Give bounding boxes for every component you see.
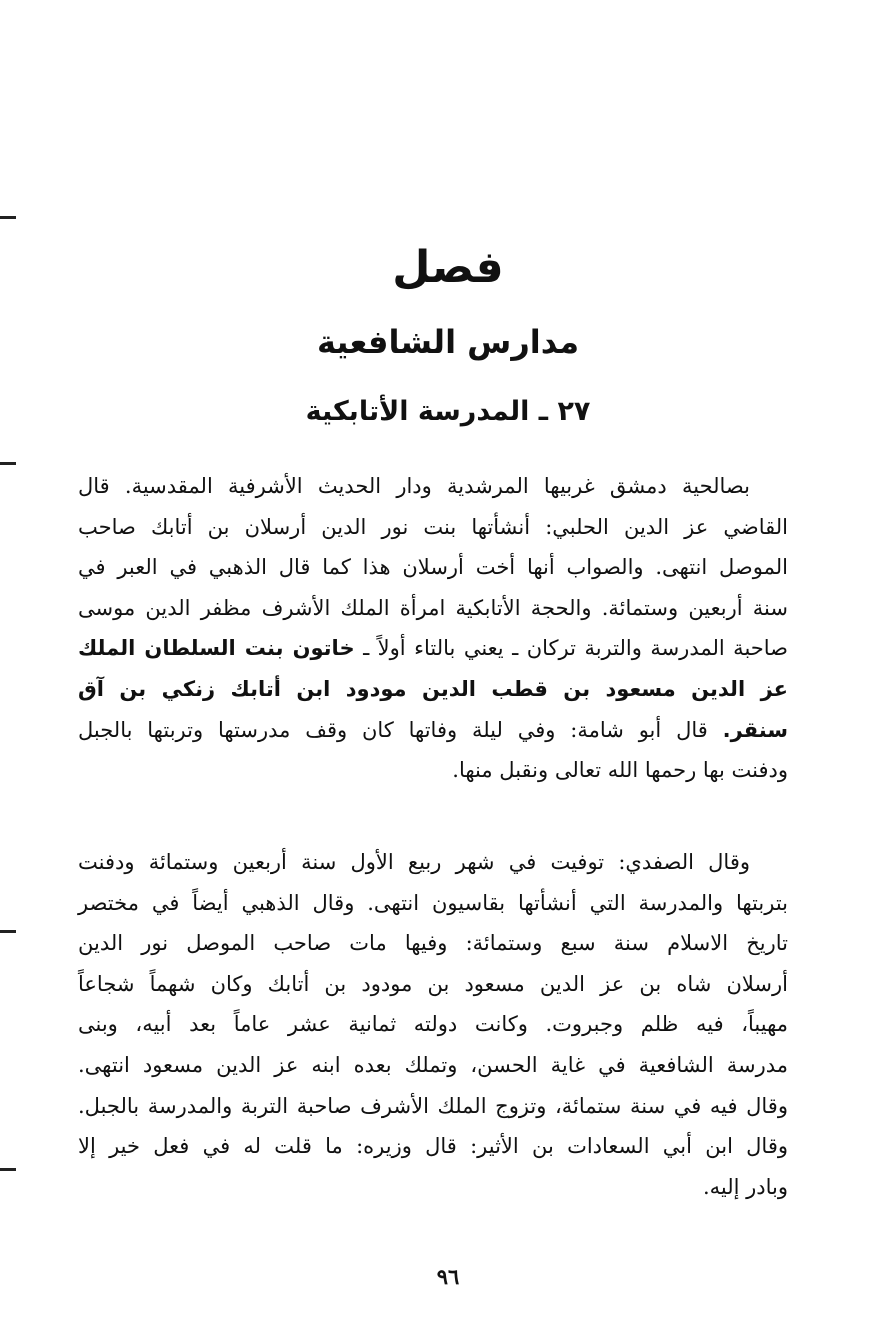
text-line: تاريخ الاسلام سنة سبع وستمائة: وفيها مات صاحب الموصل نور الدين xyxy=(78,931,788,956)
paragraph-2 xyxy=(78,842,788,1207)
text-line: القاضي عز الدين الحلبي: أنشأتها بنت نور الدين أرسلان بن أتابك صاحب xyxy=(78,514,788,539)
paragraph-1 xyxy=(78,466,788,791)
text-line: وبادر إليه. xyxy=(702,1174,788,1199)
school-heading: ٢٧ ـ المدرسة الأتابكية xyxy=(305,396,591,427)
text-line: مهيباً، فيه ظلم وجبروت. وكانت دولته ثمانية عشر عاماً بعد أبيه، وبنى xyxy=(78,1012,788,1037)
text-line: مدرسة الشافعية في غاية الحسن، وتملك بعده ابنه عز الدين مسعود انتهى. xyxy=(78,1052,788,1077)
text-line: سنة أربعين وستمائة. والحجة الأتابكية امرأة الملك الأشرف مظفر الدين موسى xyxy=(78,595,788,620)
text-line: وقال الصفدي: توفيت في شهر ربيع الأول سنة أربعين وستمائة ودفنت xyxy=(78,850,750,874)
margin-mark xyxy=(0,216,16,219)
margin-mark xyxy=(0,930,16,933)
text-line: ودفنت بها رحمها الله تعالى ونقبل منها. xyxy=(452,758,788,783)
text-line: وقال ابن أبي السعادات بن الأثير: قال وزيره: ما قلت له في فعل خير إلا xyxy=(78,1134,788,1159)
text-line: سنقر. قال أبو شامة: وفي ليلة وفاتها كان وقف مدرستها وتربتها بالجبل xyxy=(78,717,788,742)
text-line: أرسلان شاه بن عز الدين مسعود بن مودود بن أتابك وكان شهماً شجاعاً xyxy=(78,971,788,996)
text-line: بتربتها والمدرسة التي أنشأتها بقاسيون انتهى. وقال الذهبي أيضاً في مختصر xyxy=(78,890,788,915)
text-line: صاحبة المدرسة والتربة تركان ـ يعني بالتاء أولاً ـ خاتون بنت السلطان الملك xyxy=(78,636,788,661)
section-heading: مدارس الشافعية xyxy=(316,323,580,361)
margin-mark xyxy=(0,1168,16,1171)
text-line: عز الدين مسعود بن قطب الدين مودود ابن أتابك زنكي بن آق xyxy=(78,676,788,701)
text-line: وقال فيه في سنة ستمائة، وتزوج الملك الأشرف صاحبة التربة والمدرسة بالجبل. xyxy=(78,1093,788,1118)
text-line: بصالحية دمشق غربيها المرشدية ودار الحديث الأشرفية المقدسية. قال xyxy=(78,474,750,498)
margin-mark xyxy=(0,462,16,465)
chapter-heading: فصل xyxy=(392,242,504,293)
page-number: ٩٦ xyxy=(436,1264,460,1289)
text-line: الموصل انتهى. والصواب أنها أخت أرسلان هذا كما قال الذهبي في العبر في xyxy=(78,555,788,580)
